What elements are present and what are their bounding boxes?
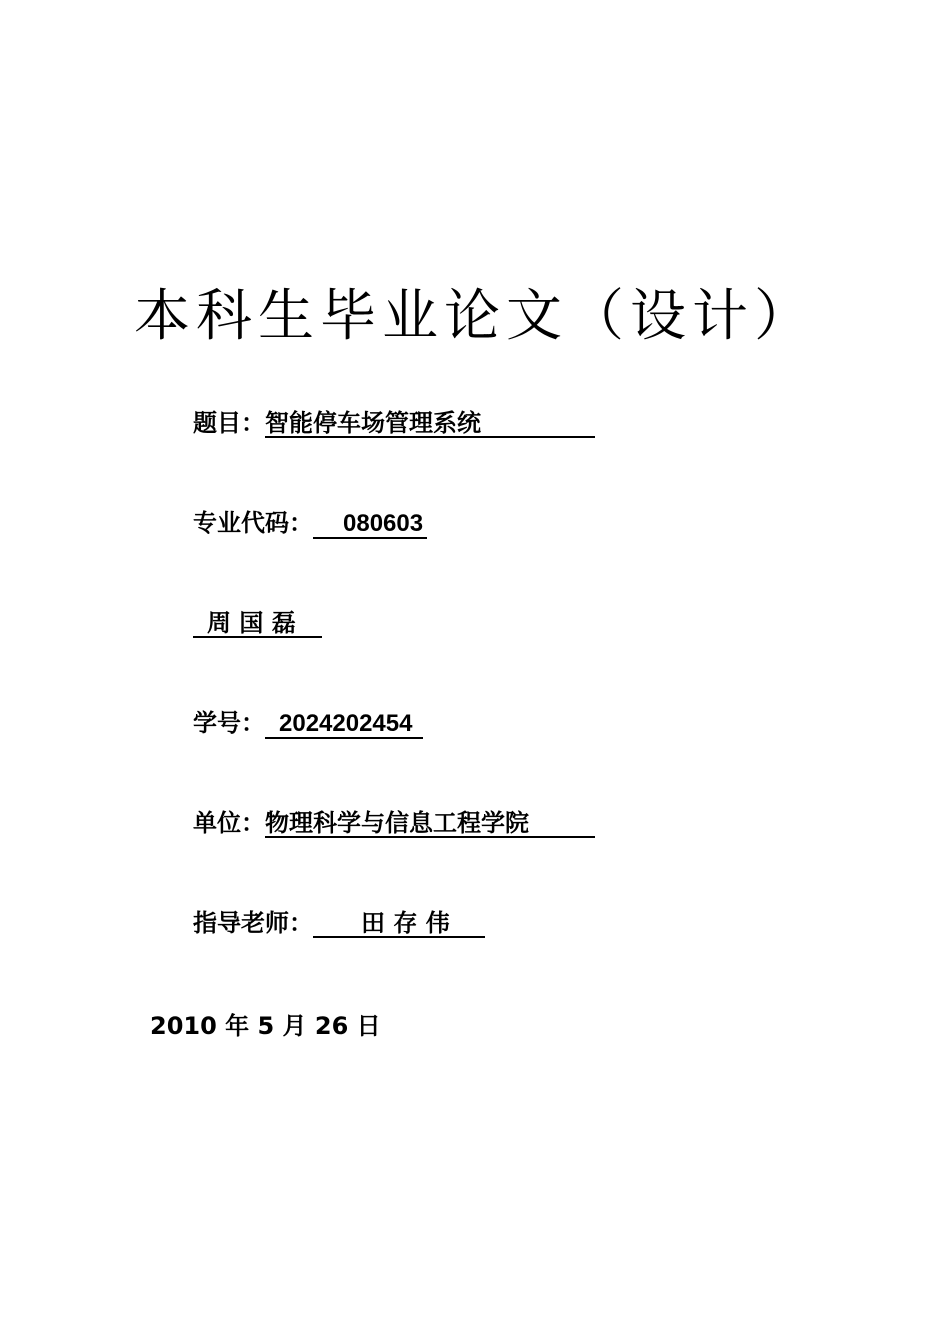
advisor-label: 指导老师： xyxy=(193,909,313,937)
unit-value: 物理科学与信息工程学院 xyxy=(265,809,529,837)
advisor-row xyxy=(193,908,485,938)
topic-row xyxy=(193,408,595,438)
topic-value-field xyxy=(265,410,595,438)
student-id-value-field xyxy=(265,710,423,739)
advisor-name: 田 存 伟 xyxy=(361,909,450,937)
student-id-value: 2024202454 xyxy=(279,710,413,737)
submission-date: 2010 年 5 月 26 日 xyxy=(150,1012,381,1040)
document-title: 本科生毕业论文（设计） xyxy=(134,284,816,349)
student-id-label: 学号： xyxy=(193,709,265,737)
author-value-field xyxy=(193,610,322,638)
major-code-label: 专业代码： xyxy=(193,509,313,537)
topic-label: 题目： xyxy=(193,409,265,437)
topic-value: 智能停车场管理系统 xyxy=(265,409,481,437)
unit-value-field xyxy=(265,810,595,838)
advisor-value-field xyxy=(313,910,485,938)
major-code-value-field xyxy=(313,510,427,539)
major-code-value: 080603 xyxy=(343,510,424,537)
unit-label: 单位： xyxy=(193,809,265,837)
major-code-row xyxy=(193,508,427,539)
author-row xyxy=(193,608,322,638)
author-name: 周 国 磊 xyxy=(207,609,296,637)
unit-row xyxy=(193,808,595,838)
student-id-row xyxy=(193,708,423,739)
